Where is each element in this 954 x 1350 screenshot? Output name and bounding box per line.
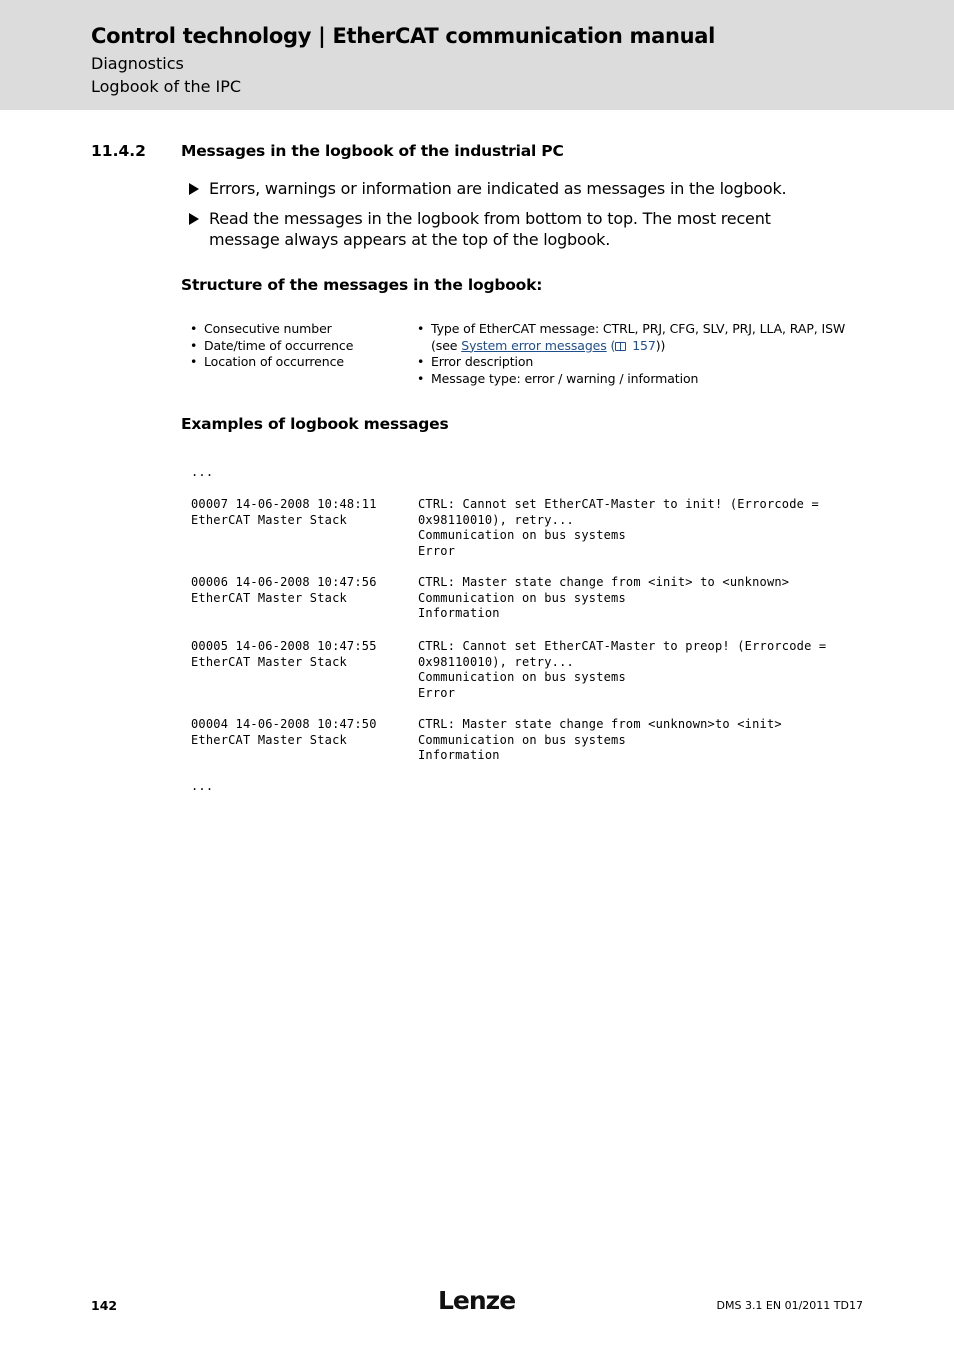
- book-icon: [615, 342, 626, 351]
- intro-bullets: [187, 178, 837, 259]
- log-entry-message: CTRL: Cannot set EtherCAT-Master to init! (Errorcode = 0x98110010), retry... Communication on bus systems Error: [418, 497, 819, 558]
- log-entry-message: CTRL: Master state change from <unknown>to <init> Communication on bus systems Information: [418, 717, 782, 762]
- triangle-bullet-icon: [189, 183, 199, 195]
- list-item: • Message type: error / warning / information: [417, 370, 699, 386]
- page-header: [0, 0, 954, 110]
- log-entry-meta: 00006 14-06-2008 10:47:56 EtherCAT Master Stack: [191, 575, 377, 605]
- ellipsis-top: ...: [191, 465, 214, 479]
- log-entry-message: CTRL: Cannot set EtherCAT-Master to preop! (Errorcode = 0x98110010), retry... Communication on bus systems Error: [418, 639, 827, 700]
- structure-list-right: [417, 321, 845, 387]
- list-item: • Date/time of occurrence: [190, 337, 354, 353]
- bullet-item: Errors, warnings or information are indicated as messages in the logbook.: [187, 178, 837, 199]
- list-item: • Type of EtherCAT message: CTRL, PRJ, CFG, SLV, PRJ, LLA, RAP, ISW (see System error messages ( 157)): [417, 321, 846, 353]
- chapter-title: Diagnostics: [91, 54, 184, 73]
- log-entry-meta: 00007 14-06-2008 10:48:11 EtherCAT Master Stack: [191, 497, 377, 527]
- document-reference: DMS 3.1 EN 01/2011 TD17: [716, 1299, 863, 1312]
- page-number: 142: [91, 1298, 118, 1313]
- page-ref[interactable]: ( 157: [606, 337, 656, 353]
- triangle-bullet-icon: [189, 213, 199, 225]
- structure-heading: Structure of the messages in the logbook:: [181, 276, 543, 294]
- manual-title: Control technology | EtherCAT communication manual: [91, 24, 716, 48]
- structure-list-left: [190, 321, 353, 371]
- section-number: 11.4.2: [91, 142, 146, 160]
- bullet-item: Read the messages in the logbook from bottom to top. The most recent message always appears at the top of the logbook.: [187, 208, 837, 250]
- system-error-messages-link[interactable]: System error messages: [461, 337, 607, 353]
- log-entry-message: CTRL: Master state change from <init> to <unknown> Communication on bus systems Information: [418, 575, 790, 620]
- log-entry-meta: 00004 14-06-2008 10:47:50 EtherCAT Master Stack: [191, 717, 377, 747]
- log-entry-meta: 00005 14-06-2008 10:47:55 EtherCAT Master Stack: [191, 639, 377, 669]
- ellipsis-bottom: ...: [191, 779, 214, 793]
- list-item: • Location of occurrence: [190, 354, 344, 369]
- section-title: Messages in the logbook of the industrial PC: [181, 142, 564, 160]
- lenze-logo: Lenze: [438, 1286, 516, 1315]
- section-breadcrumb: Logbook of the IPC: [91, 77, 242, 96]
- list-item: • Error description: [417, 354, 534, 369]
- examples-heading: Examples of logbook messages: [181, 415, 449, 433]
- list-item: • Consecutive number: [190, 321, 332, 336]
